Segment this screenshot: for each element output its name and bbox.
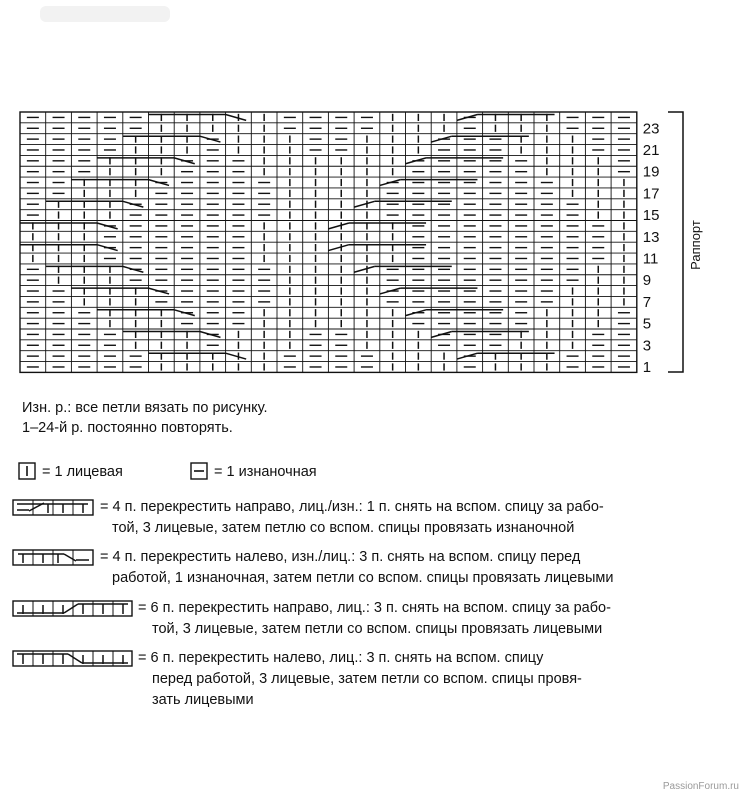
row-number-label: 13	[642, 228, 660, 246]
row-number-label: 11	[642, 250, 659, 268]
purl-symbol-icon	[190, 462, 210, 480]
row-number-label: 17	[642, 185, 660, 203]
cross6-right-icon	[12, 600, 134, 618]
cable-slant	[226, 115, 247, 121]
legend-knit-text: = 1 лицевая	[42, 464, 123, 480]
cross6-right-text-1: = 6 п. перекрестить направо, лиц.: 3 п. снять на вспом. спицу за рабо-	[138, 600, 611, 616]
row-number-label: 5	[642, 315, 652, 333]
row-number-label: 15	[642, 207, 660, 225]
row-number-label: 21	[642, 141, 660, 159]
note-wrong-side: Изн. р.: все петли вязать по рисунку.	[22, 400, 268, 416]
cross6-left-text-1: = 6 п. перекрестить налево, лиц.: 3 п. снять на вспом. спицу	[138, 650, 544, 666]
cross4-left-text-1: = 4 п. перекрестить налево, изн./лиц.: 3 п. снять на вспом. спицу перед	[100, 549, 581, 565]
row-number-label: 9	[642, 272, 652, 290]
cross6-left-text-3: зать лицевыми	[152, 692, 254, 708]
row-number-label: 19	[642, 163, 660, 181]
cross6-left-icon	[12, 650, 134, 668]
rapport-label: Раппорт	[688, 220, 703, 270]
watermark: PassionForum.ru	[662, 781, 739, 792]
legend-purl-text: = 1 изнаночная	[214, 464, 317, 480]
cross4-left-icon	[12, 549, 96, 567]
cable-slant	[328, 223, 349, 229]
cable-slant	[226, 353, 247, 359]
rapport-bracket	[668, 112, 683, 372]
cable-slant	[354, 201, 375, 207]
chart-grid	[20, 112, 637, 372]
cable-slant	[328, 245, 349, 251]
cross4-right-text-2: той, 3 лицевые, затем петлю со вспом. спицы провязать изнаночной	[112, 520, 575, 536]
knit-symbol-icon	[18, 462, 38, 480]
row-number-label: 1	[642, 358, 652, 376]
row-number-label: 7	[642, 293, 652, 311]
row-number-label: 3	[642, 337, 652, 355]
row-number-labels	[643, 120, 660, 376]
cross4-right-text-1: = 4 п. перекрестить направо, лиц./изн.: 1 п. снять на вспом. спицу за рабо-	[100, 499, 604, 515]
cable-slant	[354, 266, 375, 272]
cross4-left-text-2: работой, 1 изнаночная, затем петли со вспом. спицы провязать лицевыми	[112, 570, 614, 586]
cross4-right-icon	[12, 499, 96, 517]
row-number-label: 23	[642, 120, 660, 138]
cross6-left-text-2: перед работой, 3 лицевые, затем петли со вспом. спицы провя-	[152, 671, 582, 687]
note-repeat: 1–24-й р. постоянно повторять.	[22, 420, 233, 436]
cross6-right-text-2: той, 3 лицевые, затем петли со вспом. спицы провязать лицевыми	[152, 621, 603, 637]
